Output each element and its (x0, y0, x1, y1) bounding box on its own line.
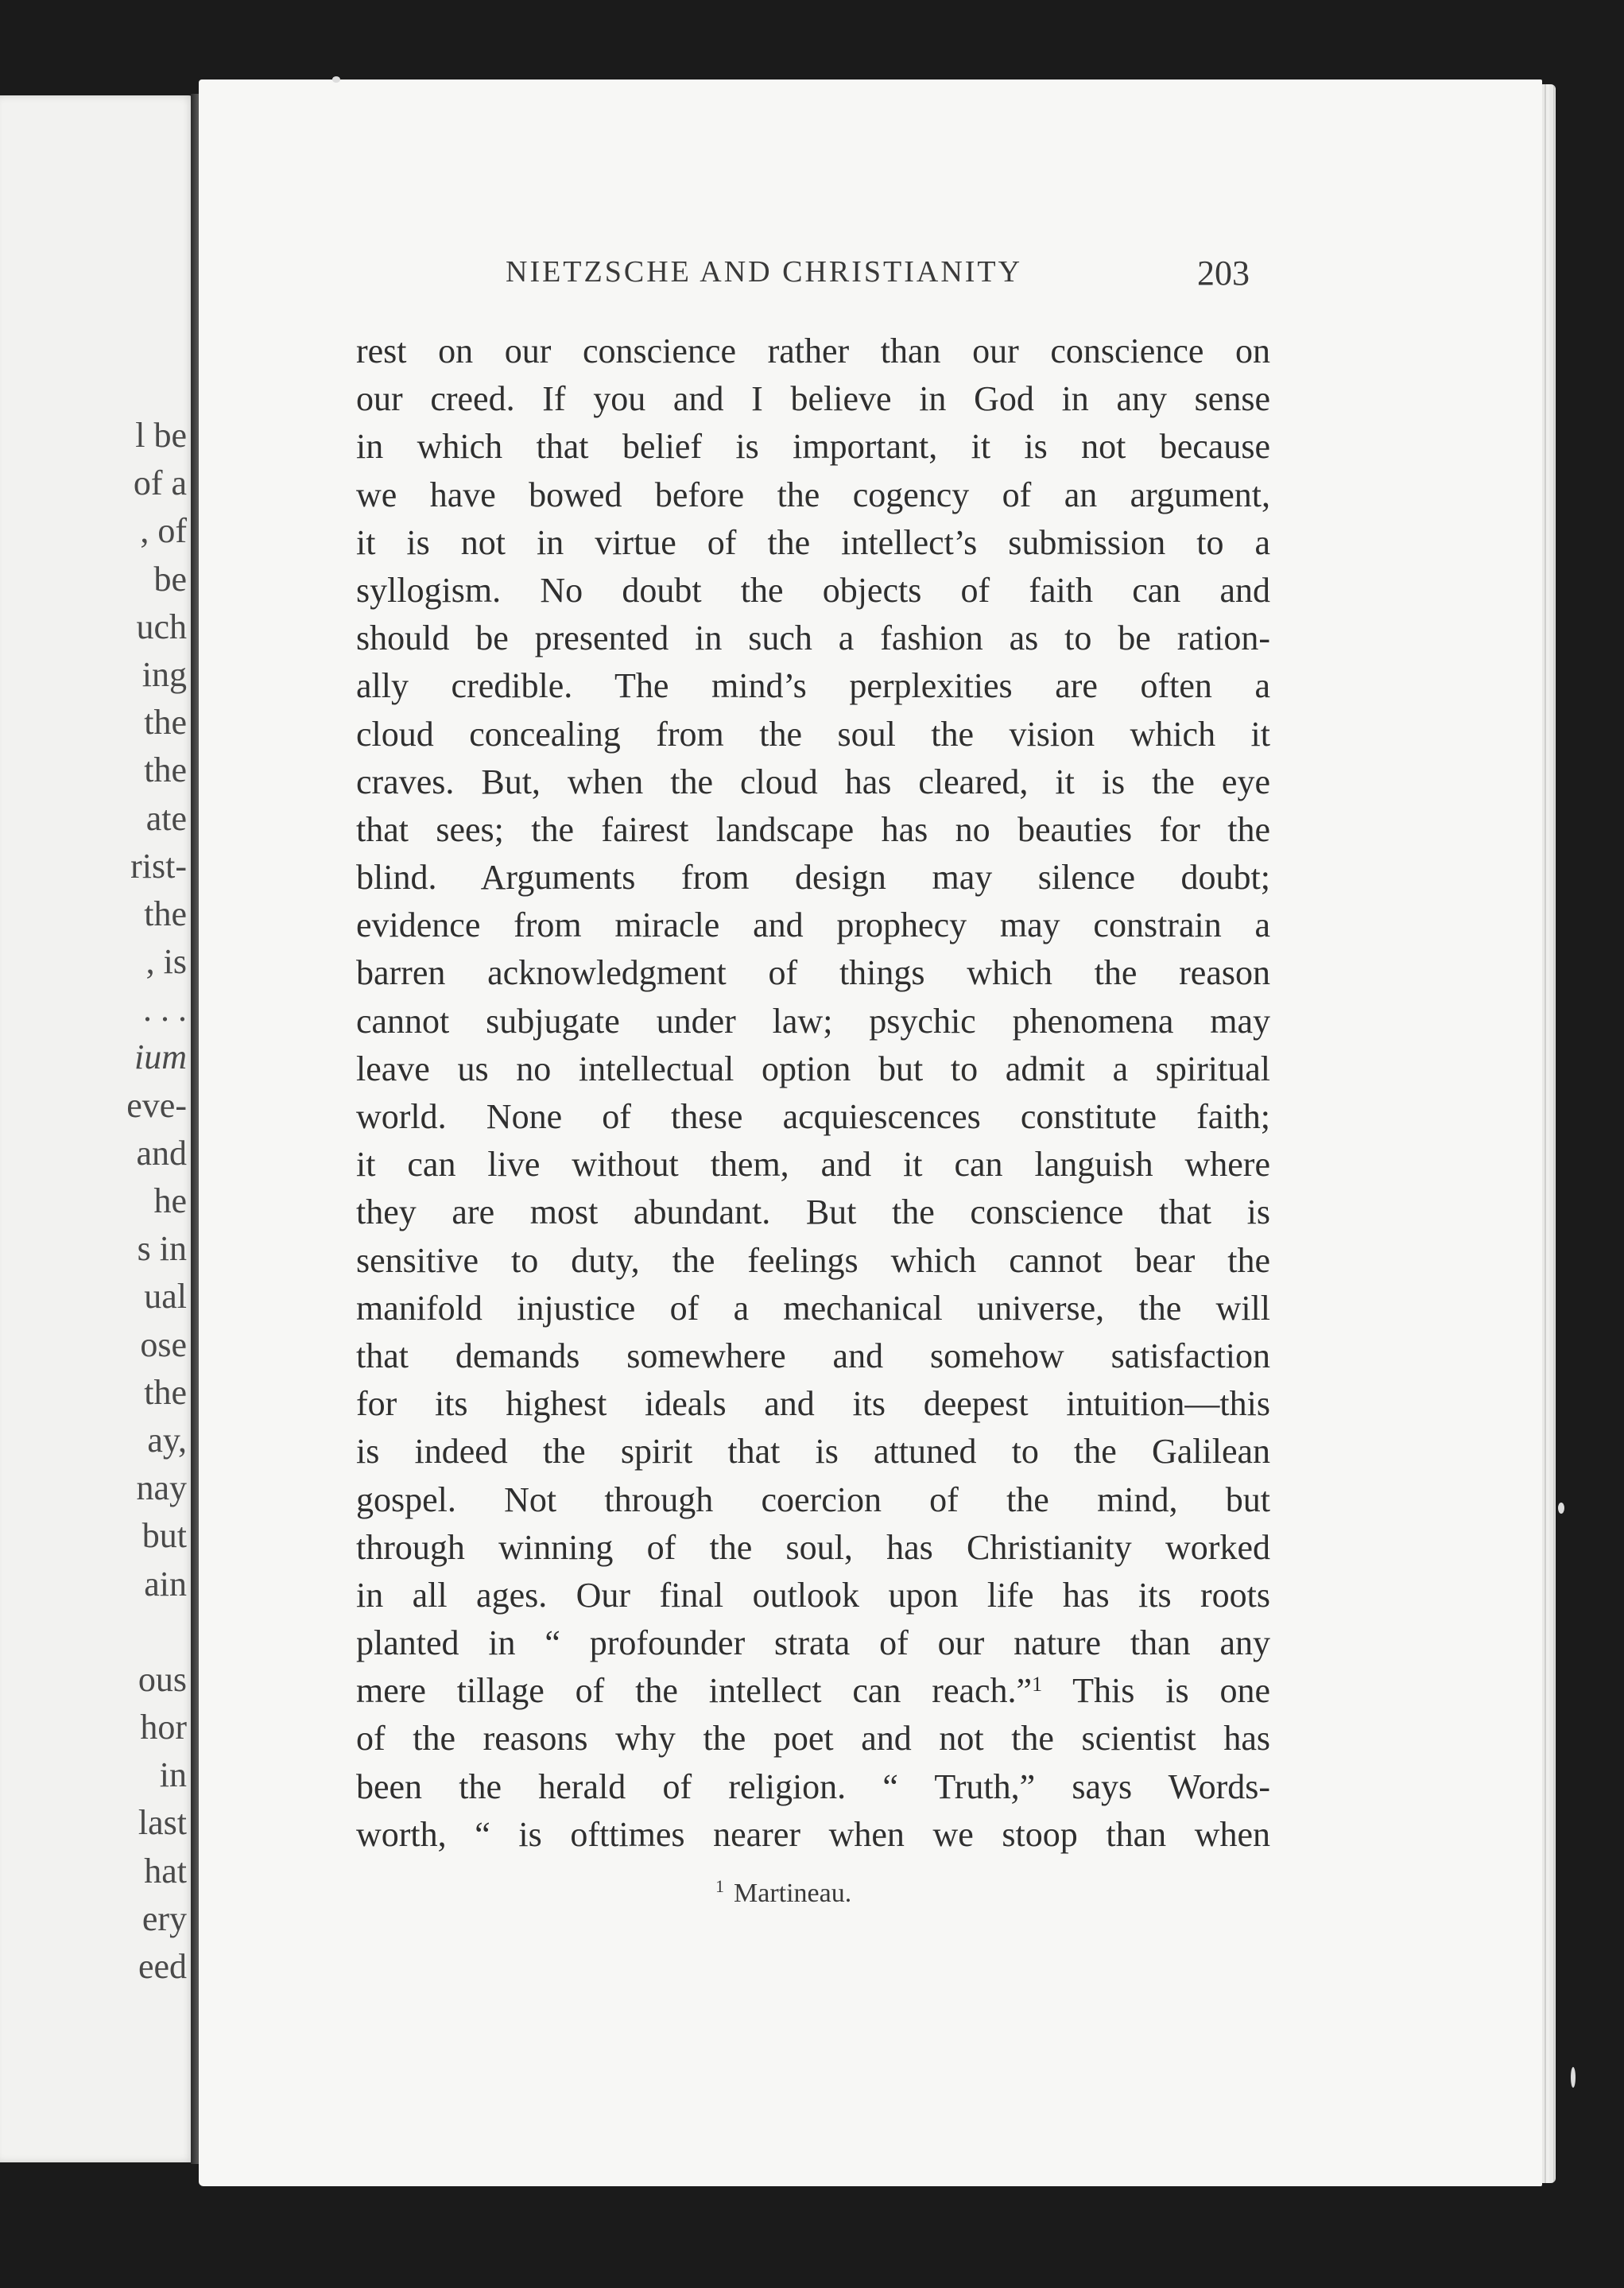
fragment: last (138, 1803, 187, 1843)
text-line: through winning of the soul, has Christianity worked (356, 1527, 1270, 1567)
text-line: is indeed the spirit that is attuned to the Galilean (356, 1432, 1270, 1472)
text-line: sensitive to duty, the feelings which cannot bear the (356, 1240, 1270, 1280)
text-line: cannot subjugate under law; psychic phenomena may (356, 1001, 1270, 1041)
footnote-marker: 1 (715, 1876, 724, 1896)
fragment: , of (140, 511, 187, 551)
text-line: syllogism. No doubt the objects of faith can and (356, 570, 1270, 610)
fragment: the (144, 703, 187, 743)
text-line: that demands somewhere and somehow satisfaction (356, 1336, 1270, 1375)
fragment: hat (144, 1851, 187, 1891)
text-line: leave us no intellectual option but to admit a spiritual (356, 1049, 1270, 1088)
text-line: they are most abundant. But the conscience that is (356, 1192, 1270, 1232)
text-line-with-footnote-ref (356, 1667, 1270, 1715)
fragment: , is (145, 942, 187, 982)
text-line: craves. But, when the cloud has cleared, it is the eye (356, 762, 1270, 801)
footnote-text: Martineau. (734, 1879, 852, 1908)
fragment: but (141, 1516, 187, 1556)
fragment: s in (137, 1229, 187, 1269)
text-line: evidence from miracle and prophecy may constrain a (356, 906, 1270, 945)
text-fragment: mere tillage of the intellect can reach.” (356, 1671, 1033, 1711)
fragment: be (153, 559, 187, 599)
text-line: our creed. If you and I believe in God in any sense (356, 379, 1270, 419)
fragment: in (159, 1755, 187, 1795)
fragment: ual (144, 1277, 187, 1317)
previous-page-text (126, 412, 187, 1991)
text-line: in all ages. Our final outlook upon life has its roots (356, 1575, 1270, 1615)
fragment: the (144, 894, 187, 933)
scan-speck (1558, 1503, 1564, 1514)
fragment: ery (141, 1898, 187, 1938)
text-line: been the herald of religion. “ Truth,” says Words- (356, 1766, 1270, 1806)
previous-page (0, 95, 195, 2162)
text-line: rest on our conscience rather than our conscience on (356, 332, 1270, 370)
running-head: NIETZSCHE AND CHRISTIANITY (506, 255, 1023, 289)
text-line: manifold injustice of a mechanical universe, the will (356, 1288, 1270, 1328)
text-line: for its highest ideals and its deepest intuition—this (356, 1384, 1270, 1424)
fragment: hor (140, 1708, 187, 1747)
scan-speck (332, 76, 340, 83)
text-line: it is not in virtue of the intellect’s submission to a (356, 522, 1270, 562)
fragment: ose (140, 1324, 187, 1364)
body-text (356, 328, 1270, 1859)
text-line: in which that belief is important, it is not because (356, 427, 1270, 467)
fragment: eed (138, 1947, 187, 1986)
fragment: rist- (130, 846, 187, 886)
text-line: that sees; the fairest landscape has no beauties for the (356, 809, 1270, 849)
text-line: of the reasons why the poet and not the scientist has (356, 1719, 1270, 1759)
fragment: he (153, 1181, 187, 1220)
fragment: of a (133, 463, 187, 503)
fragment: ous (138, 1659, 187, 1699)
fragment: ate (145, 798, 187, 838)
text-line: we have bowed before the cogency of an argument, (356, 475, 1270, 514)
fragment: ing (141, 654, 187, 694)
fragment: . . . (143, 990, 187, 1030)
fragment (126, 1608, 187, 1656)
text-line: planted in “ profounder strata of our nature than any (356, 1623, 1270, 1663)
fragment: l be (135, 416, 187, 455)
text-line: worth, “ is ofttimes nearer when we stoop than when (356, 1814, 1270, 1854)
fragment: uch (136, 607, 187, 646)
page-number: 203 (1197, 254, 1250, 293)
text-line: blind. Arguments from design may silence doubt; (356, 858, 1270, 898)
fragment: nay (136, 1468, 187, 1508)
scan-speck (1571, 2067, 1576, 2088)
text-line: it can live without them, and it can languish where (356, 1145, 1270, 1185)
text-line: gospel. Not through coercion of the mind, but (356, 1479, 1270, 1519)
text-line: ally credible. The mind’s perplexities are often a (356, 666, 1270, 706)
fragment: ium (134, 1037, 187, 1077)
fragment: ay, (147, 1420, 187, 1460)
fragment: the (144, 750, 187, 790)
fragment: and (136, 1133, 187, 1173)
text-fragment: This is one (1042, 1671, 1270, 1711)
fragment: eve- (126, 1085, 187, 1125)
footnote-reference: 1 (1032, 1673, 1043, 1697)
text-line: should be presented in such a fashion as to be ration- (356, 619, 1270, 658)
fragment: the (144, 1372, 187, 1412)
text-line: cloud concealing from the soul the vision which it (356, 714, 1270, 754)
text-line: world. None of these acquiescences constitute faith; (356, 1097, 1270, 1136)
text-line: barren acknowledgment of things which the reason (356, 953, 1270, 993)
fragment: ain (144, 1564, 187, 1604)
footnote (715, 1876, 851, 1909)
